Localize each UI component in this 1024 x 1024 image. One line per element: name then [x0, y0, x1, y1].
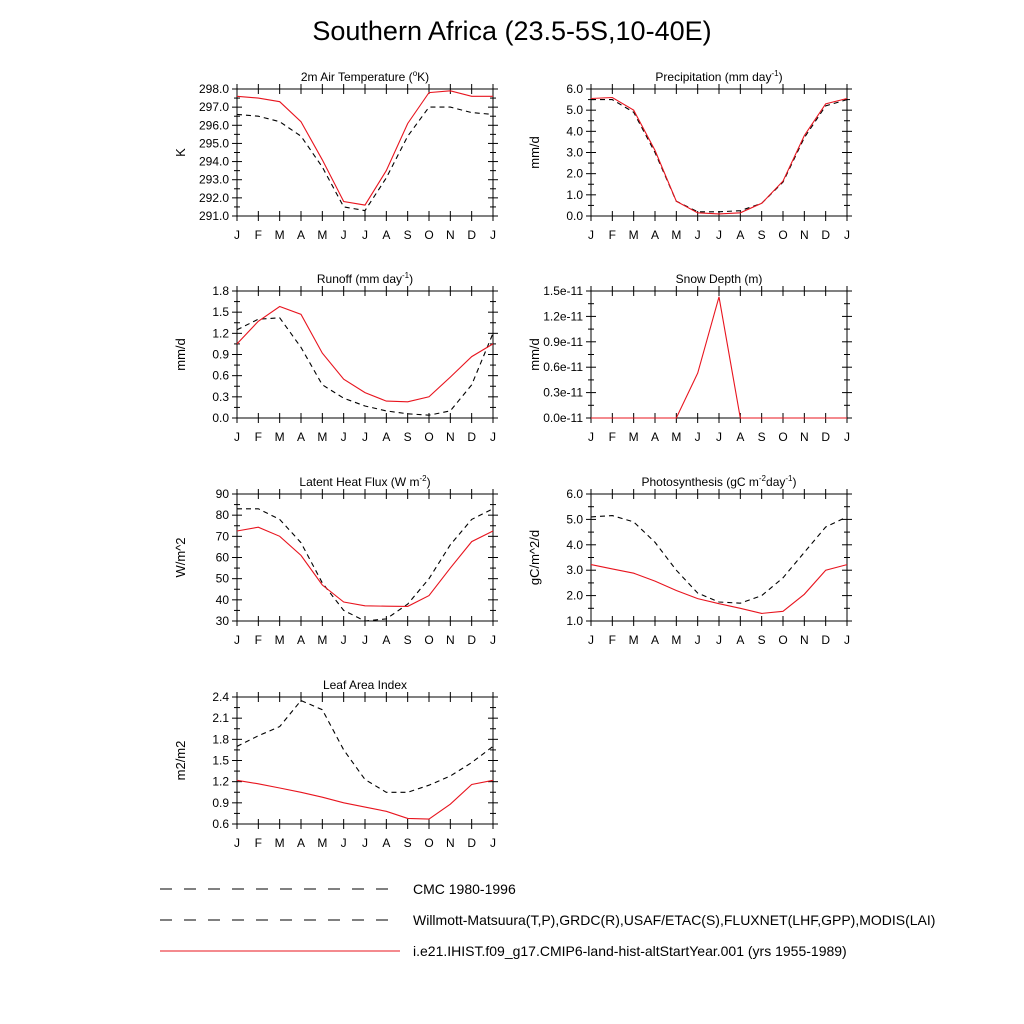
x-tick-label: S	[757, 228, 766, 242]
x-tick-label: D	[467, 633, 477, 647]
x-tick-label: O	[778, 633, 788, 647]
y-tick-label: 0.6e-11	[543, 360, 583, 375]
x-tick-label: J	[340, 430, 347, 444]
x-tick-label: F	[254, 430, 263, 444]
x-tick-label: M	[671, 430, 682, 444]
y-tick-label: 6.0	[566, 487, 583, 501]
y-tick-label: 2.1	[212, 711, 229, 726]
x-tick-label: N	[445, 836, 455, 850]
x-tick-label: D	[467, 430, 477, 444]
series-line-cmc	[591, 100, 847, 212]
x-tick-label: M	[317, 430, 328, 444]
x-tick-label: O	[424, 228, 434, 242]
x-tick-label: J	[362, 836, 368, 850]
y-tick-label: 0.3	[212, 389, 229, 404]
chart-title: Leaf Area Index	[322, 678, 408, 692]
chart-title: Snow Depth (m)	[675, 272, 763, 286]
y-tick-label: 295.0	[198, 136, 229, 151]
y-tick-label: 2.0	[566, 588, 583, 603]
x-tick-label: O	[424, 836, 434, 850]
x-tick-label: A	[736, 633, 745, 647]
plot-frame	[237, 494, 493, 621]
x-tick-label: J	[588, 228, 594, 242]
x-tick-label: A	[736, 430, 745, 444]
x-tick-label: M	[317, 836, 328, 850]
chart-title: Runoff (mm day$^{-1}$)	[316, 271, 414, 286]
x-tick-label: J	[716, 430, 722, 444]
x-tick-label: F	[608, 228, 617, 242]
legend-label: Willmott-Matsuura(T,P),GRDC(R),USAF/ETAC(S),FLUXNET(LHF,GPP),MODIS(LAI)	[413, 912, 936, 928]
x-tick-label: F	[254, 836, 263, 850]
x-tick-label: A	[296, 633, 306, 647]
x-tick-label: J	[588, 430, 594, 444]
y-tick-label: 298.0	[198, 82, 229, 96]
x-tick-label: D	[821, 430, 831, 444]
y-tick-label: 0.0e-11	[543, 411, 583, 425]
x-tick-label: A	[736, 228, 745, 242]
x-tick-label: M	[628, 228, 639, 242]
x-tick-label: D	[821, 633, 831, 647]
y-axis-label: K	[173, 148, 188, 157]
x-tick-label: F	[608, 633, 617, 647]
x-tick-label: M	[317, 633, 328, 647]
x-tick-label: M	[628, 633, 639, 647]
y-tick-label: 60	[215, 550, 229, 565]
x-tick-label: N	[799, 228, 809, 242]
x-tick-label: M	[274, 633, 285, 647]
y-tick-label: 5.0	[566, 103, 583, 118]
x-tick-label: J	[490, 228, 496, 242]
series-line-cmc	[237, 318, 493, 415]
series-line-model	[237, 91, 493, 205]
y-tick-label: 40	[215, 592, 229, 607]
legend-line-solid	[160, 941, 400, 961]
y-tick-label: 293.0	[198, 172, 229, 187]
y-tick-label: 70	[215, 529, 229, 544]
chart-panel-6	[173, 678, 498, 850]
x-tick-label: F	[608, 430, 617, 444]
y-tick-label: 1.8	[212, 284, 229, 298]
y-tick-label: 6.0	[566, 82, 583, 96]
x-tick-label: J	[716, 228, 722, 242]
x-tick-label: N	[445, 633, 455, 647]
y-tick-label: 1.5e-11	[543, 284, 583, 298]
y-tick-label: 90	[215, 487, 229, 501]
x-tick-label: J	[844, 228, 850, 242]
x-tick-label: A	[382, 836, 391, 850]
series-line-model	[591, 297, 847, 418]
chart-panel-3	[527, 272, 852, 444]
y-axis-label: gC/m^2/d	[527, 529, 542, 586]
legend-entry-cmc	[160, 879, 516, 899]
x-tick-label: D	[467, 228, 477, 242]
x-tick-label: J	[588, 633, 594, 647]
x-tick-label: M	[274, 430, 285, 444]
x-tick-label: J	[694, 633, 701, 647]
x-tick-label: A	[296, 430, 306, 444]
x-tick-label: A	[382, 430, 391, 444]
x-tick-label: M	[274, 228, 285, 242]
y-tick-label: 80	[215, 508, 229, 523]
y-tick-label: 1.5	[212, 753, 229, 768]
page-title: Southern Africa (23.5-5S,10-40E)	[312, 16, 712, 46]
y-tick-label: 4.0	[566, 537, 583, 552]
y-tick-label: 296.0	[198, 118, 229, 133]
series-line-model	[237, 780, 493, 819]
x-tick-label: S	[403, 430, 412, 444]
x-tick-label: M	[671, 633, 682, 647]
chart-title: 2m Air Temperature ($^o$K)	[300, 69, 430, 84]
chart-title: Photosynthesis (gC $m^{-2}day^{-1}$)	[641, 474, 797, 489]
y-tick-label: 1.2	[212, 326, 229, 341]
x-tick-label: J	[694, 430, 701, 444]
x-tick-label: O	[424, 430, 434, 444]
x-tick-label: F	[254, 633, 263, 647]
plot-frame	[237, 89, 493, 216]
chart-panel-4	[173, 474, 498, 647]
series-line-model	[237, 307, 493, 402]
x-tick-label: F	[254, 228, 263, 242]
x-tick-label: A	[296, 228, 306, 242]
chart-panel-5	[527, 474, 852, 647]
x-tick-label: J	[694, 228, 701, 242]
y-tick-label: 292.0	[198, 190, 229, 205]
x-tick-label: J	[716, 633, 722, 647]
x-tick-label: J	[490, 836, 496, 850]
y-tick-label: 1.0	[566, 187, 583, 202]
x-tick-label: J	[362, 633, 368, 647]
x-tick-label: N	[799, 633, 809, 647]
y-tick-label: 3.0	[566, 563, 583, 578]
y-tick-label: 3.0	[566, 145, 583, 160]
x-tick-label: S	[757, 430, 766, 444]
chart-panel-0	[173, 69, 498, 242]
y-tick-label: 2.4	[212, 690, 229, 704]
legend-label: i.e21.IHIST.f09_g17.CMIP6-land-hist-altStartYear.001 (yrs 1955-1989)	[413, 943, 847, 959]
y-axis-label: mm/d	[527, 338, 542, 371]
x-tick-label: J	[234, 836, 240, 850]
x-tick-label: J	[362, 228, 368, 242]
x-tick-label: S	[403, 836, 412, 850]
x-tick-label: O	[424, 633, 434, 647]
series-line-cmc	[237, 509, 493, 621]
chart-title: Latent Heat Flux (W $m^{-2}$)	[299, 474, 431, 489]
y-tick-label: 291.0	[198, 209, 229, 223]
y-tick-label: 0.9	[212, 347, 229, 362]
chart-title: Precipitation (mm day$^{-1}$)	[655, 69, 783, 84]
series-line-model	[591, 565, 847, 614]
y-tick-label: 294.0	[198, 154, 229, 169]
y-tick-label: 0.9	[212, 795, 229, 810]
y-tick-label: 0.6	[212, 368, 229, 383]
y-tick-label: 0.6	[212, 817, 229, 831]
x-tick-label: J	[844, 633, 850, 647]
x-tick-label: O	[778, 430, 788, 444]
y-tick-label: 297.0	[198, 100, 229, 115]
x-tick-label: J	[340, 836, 347, 850]
legend-line-dashed	[160, 879, 400, 899]
y-tick-label: 4.0	[566, 124, 583, 139]
x-tick-label: J	[362, 430, 368, 444]
legend-entry-observations	[160, 910, 936, 930]
x-tick-label: J	[490, 633, 496, 647]
x-tick-label: N	[799, 430, 809, 444]
y-tick-label: 30	[215, 614, 229, 628]
x-tick-label: M	[671, 228, 682, 242]
x-tick-label: J	[490, 430, 496, 444]
x-tick-label: J	[844, 430, 850, 444]
y-tick-label: 0.0	[212, 411, 229, 425]
chart-panel-1	[527, 69, 852, 242]
x-tick-label: J	[234, 228, 240, 242]
series-line-cmc	[237, 701, 493, 793]
y-axis-label: m2/m2	[173, 740, 188, 781]
x-tick-label: N	[445, 430, 455, 444]
x-tick-label: O	[778, 228, 788, 242]
y-axis-label: mm/d	[173, 338, 188, 371]
x-tick-label: M	[628, 430, 639, 444]
y-tick-label: 0.3e-11	[543, 385, 583, 400]
x-tick-label: M	[317, 228, 328, 242]
x-tick-label: S	[757, 633, 766, 647]
x-tick-label: N	[445, 228, 455, 242]
chart-panel-2	[173, 271, 498, 444]
x-tick-label: A	[296, 836, 306, 850]
x-tick-label: M	[274, 836, 285, 850]
y-axis-label: mm/d	[527, 136, 542, 169]
x-tick-label: D	[467, 836, 477, 850]
plot-frame	[237, 697, 493, 824]
x-tick-label: A	[650, 633, 660, 647]
series-line-model	[591, 98, 847, 214]
x-tick-label: J	[340, 633, 347, 647]
x-tick-label: J	[234, 633, 240, 647]
x-tick-label: S	[403, 228, 412, 242]
y-axis-label: W/m^2	[173, 537, 188, 578]
legend-label: CMC 1980-1996	[413, 881, 516, 897]
x-tick-label: A	[382, 633, 391, 647]
y-tick-label: 0.9e-11	[543, 334, 583, 349]
x-tick-label: J	[340, 228, 347, 242]
y-tick-label: 5.0	[566, 512, 583, 527]
x-tick-label: J	[234, 430, 240, 444]
y-tick-label: 2.0	[566, 166, 583, 181]
x-tick-label: S	[403, 633, 412, 647]
y-tick-label: 1.8	[212, 732, 229, 747]
y-tick-label: 0.0	[566, 209, 583, 223]
y-tick-label: 1.2	[212, 774, 229, 789]
y-tick-label: 50	[215, 571, 229, 586]
series-line-cmc	[237, 107, 493, 211]
plot-frame	[591, 291, 847, 418]
legend-entry-model	[160, 941, 847, 961]
y-tick-label: 1.2e-11	[543, 309, 583, 324]
x-tick-label: A	[650, 228, 660, 242]
x-tick-label: A	[650, 430, 660, 444]
y-tick-label: 1.0	[566, 614, 583, 628]
x-tick-label: A	[382, 228, 391, 242]
y-tick-label: 1.5	[212, 305, 229, 320]
x-tick-label: D	[821, 228, 831, 242]
legend-line-dashed	[160, 910, 400, 930]
